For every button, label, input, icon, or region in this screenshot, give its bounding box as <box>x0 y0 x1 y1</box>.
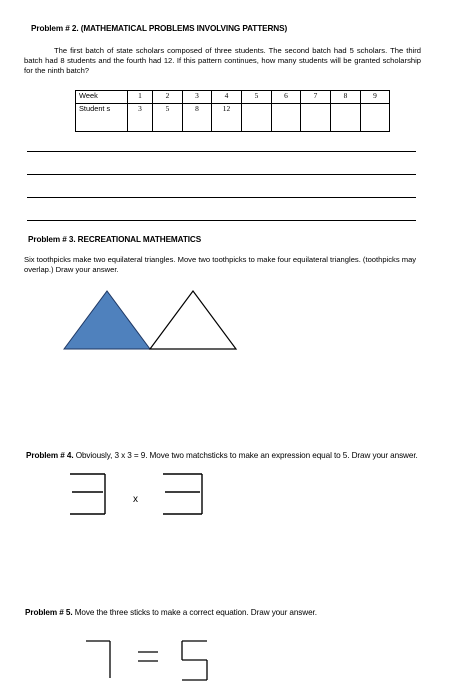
answer-line-1[interactable] <box>27 151 416 152</box>
problem-4-heading <box>26 451 446 460</box>
answer-line-2[interactable] <box>27 174 416 175</box>
table-row-students <box>76 104 390 132</box>
problem-5-label: Problem # 5. <box>25 608 73 617</box>
table-cell-week: 1 <box>128 91 153 104</box>
table-cell-students[interactable] <box>272 104 301 132</box>
outline-triangle-icon <box>150 291 236 349</box>
triangles-figure <box>60 288 260 358</box>
table-cell-week: 7 <box>301 91 331 104</box>
table-cell-students[interactable] <box>361 104 390 132</box>
table-cell-students: 12 <box>212 104 242 132</box>
table-cell-week: 4 <box>212 91 242 104</box>
filled-triangle-icon <box>64 291 150 349</box>
problem-2-label: Problem # 2. <box>31 24 79 33</box>
table-cell-week: 9 <box>361 91 390 104</box>
matchstick-three-right-icon <box>163 474 202 514</box>
table-cell-week: 6 <box>272 91 301 104</box>
problem-4-text: Obviously, 3 x 3 = 9. Move two matchsticks to make an expression equal to 5. Draw your answer. <box>75 451 418 460</box>
table-cell-students[interactable] <box>242 104 272 132</box>
answer-line-4[interactable] <box>27 220 416 221</box>
equals-sign-icon <box>138 652 158 661</box>
table-cell-students[interactable] <box>301 104 331 132</box>
table-row-weeks <box>76 91 390 104</box>
answer-line-3[interactable] <box>27 197 416 198</box>
table-header-week: Week <box>76 91 128 104</box>
table-cell-week: 3 <box>183 91 212 104</box>
table-cell-week: 8 <box>331 91 361 104</box>
table-cell-students[interactable] <box>331 104 361 132</box>
table-header-students: Student s <box>76 104 128 132</box>
problem-2-title: (MATHEMATICAL PROBLEMS INVOLVING PATTERNS) <box>80 24 288 33</box>
table-cell-week: 2 <box>153 91 183 104</box>
problem-2-heading <box>31 24 431 33</box>
stick-five-icon <box>182 641 207 680</box>
problem-2-text <box>24 46 421 77</box>
pattern-table <box>75 90 390 132</box>
problem-3-text: Six toothpicks make two equilateral triangles. Move two toothpicks to make four equilateral triangles. (toothpicks may overlap.) Draw your answer. <box>24 255 417 275</box>
problem-4-label: Problem # 4. <box>26 451 74 460</box>
matchstick-three-left-icon <box>70 474 105 514</box>
sticks-equation-figure <box>80 636 240 686</box>
problem-3-heading: Problem # 3. RECREATIONAL MATHEMATICS <box>28 235 202 244</box>
problem-5-text: Move the three sticks to make a correct equation. Draw your answer. <box>74 608 317 617</box>
problem-2-text-content: The first batch of state scholars composed of three students. The second batch had 5 scholars. The third batch had 8 students and the fourth had 12. If this pattern continues, how many students will be granted scholarship for the ninth batch? <box>24 46 421 76</box>
problem-5-heading <box>25 608 445 617</box>
stick-seven-icon <box>86 641 110 678</box>
times-operator: x <box>133 494 138 505</box>
matchstick-figure <box>60 470 230 520</box>
table-cell-students: 8 <box>183 104 212 132</box>
table-cell-students: 3 <box>128 104 153 132</box>
table-cell-week: 5 <box>242 91 272 104</box>
table-cell-students: 5 <box>153 104 183 132</box>
